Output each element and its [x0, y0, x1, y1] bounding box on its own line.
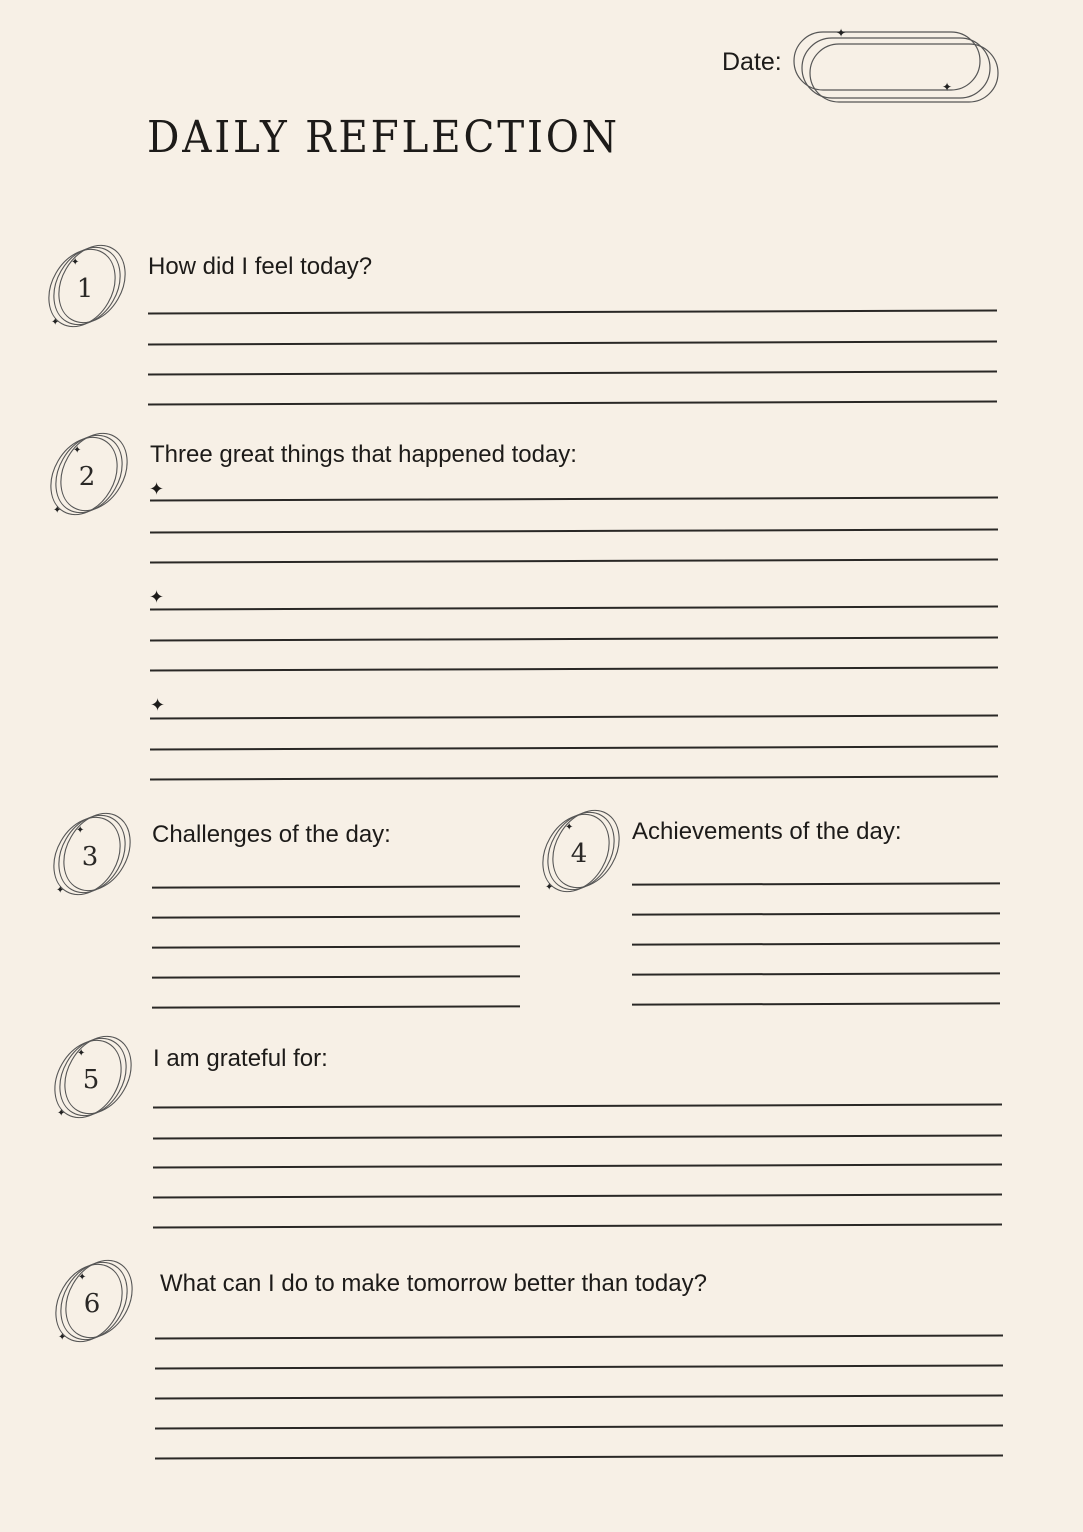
svg-text:✦: ✦: [51, 317, 60, 328]
question-2: Three great things that happened today:: [150, 441, 577, 468]
svg-text:✦: ✦: [57, 1108, 66, 1119]
writing-line-section-2[interactable]: [150, 715, 998, 720]
section-number: 6: [83, 1289, 101, 1319]
writing-line-section-3[interactable]: [152, 975, 520, 978]
section-1-number-badge: [38, 243, 134, 333]
writing-line-section-2[interactable]: [150, 497, 998, 502]
question-5: I am grateful for:: [153, 1045, 328, 1072]
question-1: How did I feel today?: [148, 253, 373, 280]
date-frame-icon: [790, 28, 1002, 106]
writing-line-section-4[interactable]: [632, 882, 1000, 885]
writing-line-section-6[interactable]: [155, 1425, 1003, 1430]
svg-text:✦: ✦: [56, 885, 65, 896]
writing-line-section-5[interactable]: [153, 1164, 1002, 1169]
ring-icon: [44, 1034, 140, 1124]
writing-line-section-6[interactable]: [155, 1365, 1003, 1370]
bullet-star-icon: ✦: [149, 479, 165, 499]
svg-text:✦: ✦: [78, 1272, 87, 1283]
section-4-number-badge: [532, 808, 628, 898]
ring-icon: [45, 1258, 141, 1348]
section-2-number-badge: [40, 431, 136, 521]
writing-line-section-2[interactable]: [150, 776, 998, 781]
page-title: DAILY REFLECTION: [147, 112, 620, 163]
writing-line-section-3[interactable]: [152, 945, 520, 948]
svg-text:✦: ✦: [71, 257, 80, 268]
writing-line-section-6[interactable]: [155, 1455, 1003, 1460]
section-number: 3: [81, 842, 99, 872]
writing-line-section-6[interactable]: [155, 1335, 1003, 1340]
svg-text:✦: ✦: [73, 445, 82, 456]
section-number: 5: [82, 1065, 100, 1095]
writing-line-section-2[interactable]: [150, 606, 998, 611]
ring-icon: [40, 431, 136, 521]
writing-line-section-5[interactable]: [153, 1194, 1002, 1199]
bullet-star-icon: ✦: [150, 695, 166, 715]
writing-line-section-2[interactable]: [150, 559, 998, 564]
writing-line-section-2[interactable]: [150, 637, 998, 642]
question-6: What can I do to make tomorrow better than today?: [160, 1270, 707, 1297]
section-number: 2: [78, 462, 96, 492]
question-3: Challenges of the day:: [152, 821, 391, 848]
writing-line-section-1[interactable]: [148, 341, 997, 346]
writing-line-section-5[interactable]: [153, 1104, 1002, 1109]
writing-line-section-4[interactable]: [632, 942, 1000, 945]
section-5-number-badge: [44, 1034, 140, 1124]
writing-line-section-4[interactable]: [632, 1002, 1000, 1005]
writing-line-section-3[interactable]: [152, 915, 520, 918]
date-label: Date:: [722, 48, 782, 76]
writing-line-section-4[interactable]: [632, 912, 1000, 915]
section-3-number-badge: [43, 811, 139, 901]
writing-line-section-2[interactable]: [150, 667, 998, 672]
svg-text:✦: ✦: [58, 1332, 67, 1343]
svg-text:✦: ✦: [565, 822, 574, 833]
ring-icon: [43, 811, 139, 901]
svg-text:✦: ✦: [836, 28, 847, 40]
writing-line-section-1[interactable]: [148, 310, 997, 315]
writing-line-section-5[interactable]: [153, 1224, 1002, 1229]
writing-line-section-3[interactable]: [152, 1005, 520, 1008]
ring-icon: [532, 808, 628, 898]
writing-line-section-2[interactable]: [150, 529, 998, 534]
writing-line-section-1[interactable]: [148, 401, 997, 406]
writing-line-section-4[interactable]: [632, 972, 1000, 975]
svg-text:✦: ✦: [942, 80, 953, 94]
writing-line-section-5[interactable]: [153, 1135, 1002, 1140]
section-number: 1: [76, 274, 94, 304]
question-4: Achievements of the day:: [632, 818, 902, 845]
svg-text:✦: ✦: [53, 505, 62, 516]
writing-line-section-1[interactable]: [148, 371, 997, 376]
svg-text:✦: ✦: [77, 1048, 86, 1059]
section-6-number-badge: [45, 1258, 141, 1348]
writing-line-section-6[interactable]: [155, 1395, 1003, 1400]
svg-text:✦: ✦: [76, 825, 85, 836]
date-field[interactable]: [790, 28, 1002, 106]
svg-text:✦: ✦: [545, 882, 554, 893]
writing-line-section-3[interactable]: [152, 885, 520, 888]
writing-line-section-2[interactable]: [150, 746, 998, 751]
section-number: 4: [570, 839, 588, 869]
ring-icon: [38, 243, 134, 333]
bullet-star-icon: ✦: [149, 587, 165, 607]
